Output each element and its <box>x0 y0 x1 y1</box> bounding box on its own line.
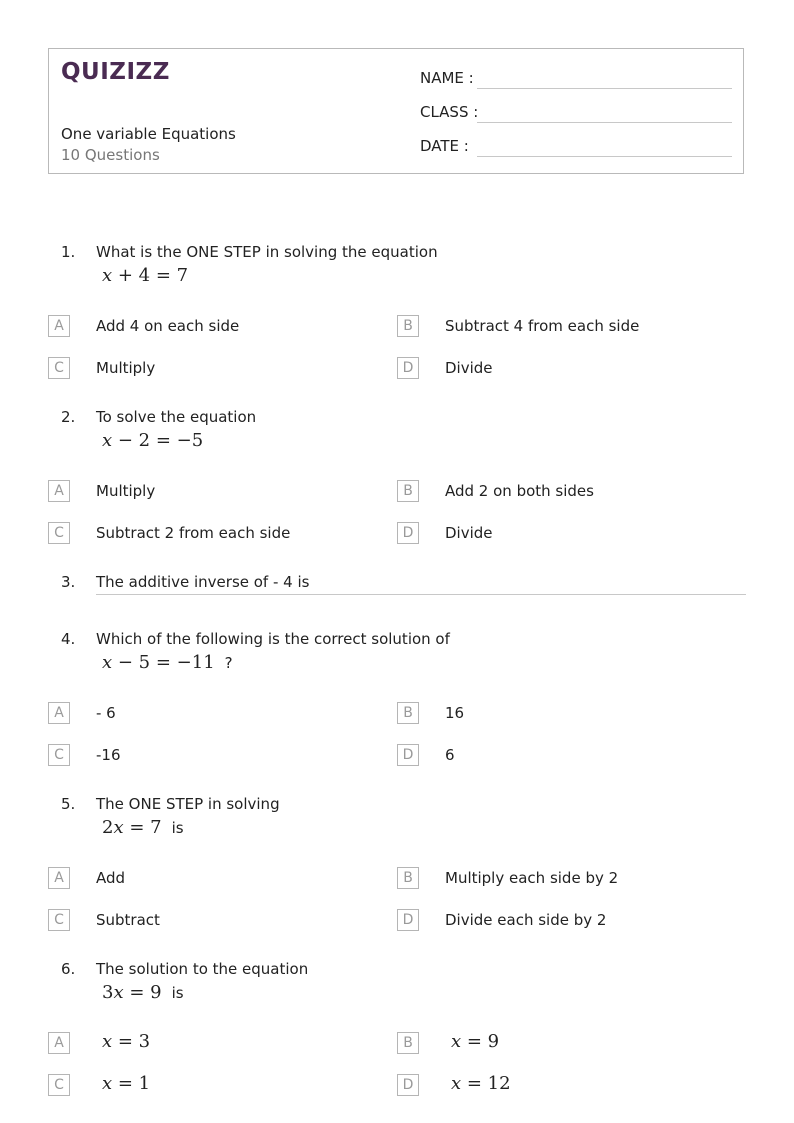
question-number: 3. <box>61 573 76 591</box>
date-label: DATE : <box>420 137 469 155</box>
option-letter-b[interactable]: B <box>397 480 419 502</box>
option-text[interactable]: Subtract 4 from each side <box>445 317 640 335</box>
option-equation[interactable]: x = 12 <box>451 1073 511 1094</box>
quizizz-logo: QUIZIZZ <box>61 59 170 85</box>
question-equation: x − 2 = −5 <box>102 430 204 451</box>
class-label: CLASS : <box>420 103 479 121</box>
option-letter-c[interactable]: C <box>48 1074 70 1096</box>
class-line <box>477 122 732 123</box>
option-letter-b[interactable]: B <box>397 315 419 337</box>
name-field[interactable] <box>420 69 474 87</box>
option-text[interactable]: 6 <box>445 746 455 764</box>
option-letter-a[interactable]: A <box>48 480 70 502</box>
question-text: The ONE STEP in solving <box>96 795 280 813</box>
option-letter-d[interactable]: D <box>397 744 419 766</box>
option-letter-d[interactable]: D <box>397 522 419 544</box>
question-equation: 3x = 9 is <box>102 982 184 1003</box>
option-text[interactable]: Divide <box>445 359 493 377</box>
question-text: What is the ONE STEP in solving the equation <box>96 243 438 261</box>
question-text: The solution to the equation <box>96 960 309 978</box>
option-text[interactable]: Divide <box>445 524 493 542</box>
option-text[interactable]: Subtract 2 from each side <box>96 524 291 542</box>
option-text[interactable]: Add <box>96 869 126 887</box>
option-text[interactable]: 16 <box>445 704 465 722</box>
option-text[interactable]: Multiply each side by 2 <box>445 869 619 887</box>
option-text[interactable]: Divide each side by 2 <box>445 911 607 929</box>
question-number: 2. <box>61 408 76 426</box>
option-letter-c[interactable]: C <box>48 909 70 931</box>
option-text[interactable]: Add 2 on both sides <box>445 482 594 500</box>
option-equation[interactable]: x = 9 <box>451 1031 500 1052</box>
name-line <box>477 88 732 89</box>
question-number: 4. <box>61 630 76 648</box>
option-letter-d[interactable]: D <box>397 1074 419 1096</box>
question-number: 5. <box>61 795 76 813</box>
question-equation: x − 5 = −11 ? <box>102 652 233 673</box>
option-letter-c[interactable]: C <box>48 744 70 766</box>
class-field[interactable] <box>420 103 478 121</box>
option-letter-d[interactable]: D <box>397 357 419 379</box>
option-text[interactable]: Multiply <box>96 359 156 377</box>
option-letter-a[interactable]: A <box>48 867 70 889</box>
option-letter-c[interactable]: C <box>48 522 70 544</box>
option-letter-a[interactable]: A <box>48 1032 70 1054</box>
date-field[interactable] <box>420 137 469 155</box>
answer-line[interactable] <box>96 594 746 595</box>
question-equation: 2x = 7 is <box>102 817 184 838</box>
question-text: The additive inverse of - 4 is <box>96 573 310 591</box>
option-equation[interactable]: x = 3 <box>102 1031 151 1052</box>
option-text[interactable]: Add 4 on each side <box>96 317 240 335</box>
name-label: NAME : <box>420 69 474 87</box>
option-letter-b[interactable]: B <box>397 867 419 889</box>
option-equation[interactable]: x = 1 <box>102 1073 151 1094</box>
option-text[interactable]: Multiply <box>96 482 156 500</box>
question-text: Which of the following is the correct solution of <box>96 630 450 648</box>
option-letter-d[interactable]: D <box>397 909 419 931</box>
option-text[interactable]: -16 <box>96 746 121 764</box>
option-letter-c[interactable]: C <box>48 357 70 379</box>
question-text: To solve the equation <box>96 408 257 426</box>
worksheet-header <box>48 48 744 174</box>
question-equation: x + 4 = 7 <box>102 265 189 286</box>
option-letter-b[interactable]: B <box>397 702 419 724</box>
question-count: 10 Questions <box>61 146 160 164</box>
option-text[interactable]: Subtract <box>96 911 160 929</box>
option-text[interactable]: - 6 <box>96 704 116 722</box>
option-letter-a[interactable]: A <box>48 315 70 337</box>
option-letter-a[interactable]: A <box>48 702 70 724</box>
date-line <box>477 156 732 157</box>
option-letter-b[interactable]: B <box>397 1032 419 1054</box>
question-number: 6. <box>61 960 76 978</box>
worksheet-title: One variable Equations <box>61 125 236 143</box>
question-number: 1. <box>61 243 76 261</box>
